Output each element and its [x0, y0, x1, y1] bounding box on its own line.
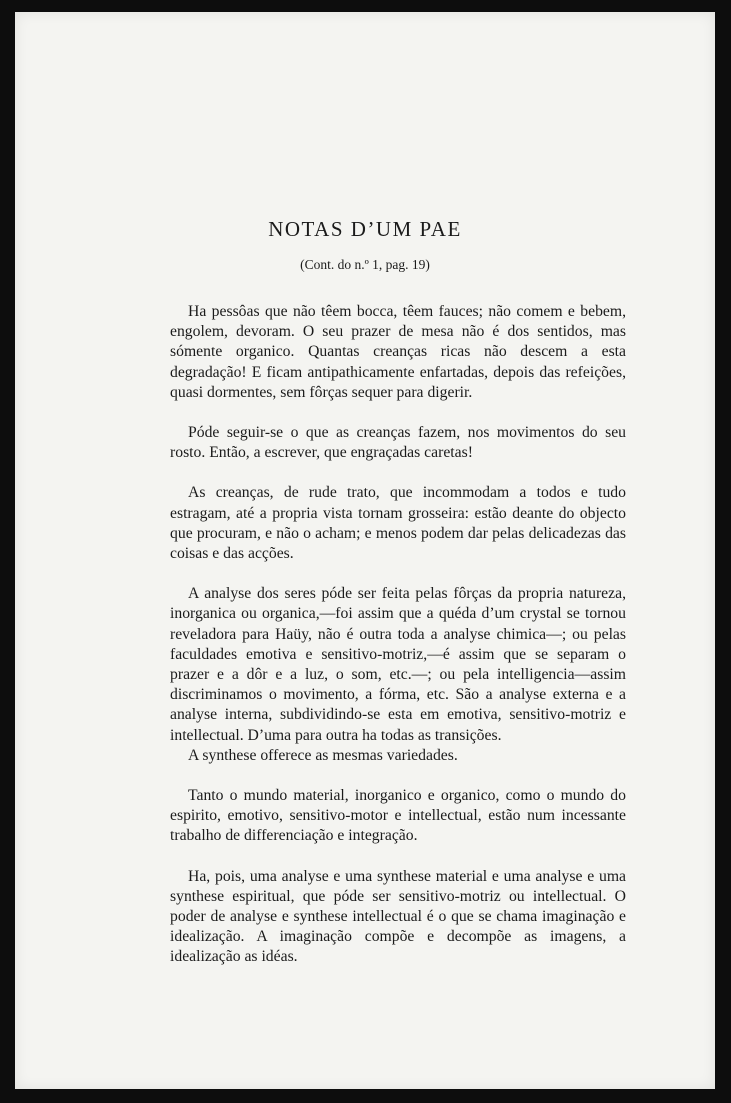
paragraph-6: Tanto o mundo material, inorganico e organico, como o mundo do espirito, emotivo, sensitivo-motor e intellectual, estão num incessante trabalho de differenciação e integração.: [170, 787, 626, 845]
paragraph-4: A analyse dos seres póde ser feita pelas fôrças da propria natureza, inorganica ou organica,—foi assim que a quéda d’um crystal se tornou reveladora para Haüy, não é outra toda a analyse chimica—; ou pelas faculdades emotiva e sensitivo-motriz,—é assim que se separam o prazer e a dôr e a luz, o som, etc.—; ou pela intelligencia—assim discriminamos o movimento, a fórma, etc. São a analyse externa e a analyse interna, subdividindo-se esta em emotiva, sensitivo-motriz e intellectual. D’uma para outra ha todas as transições.: [170, 585, 626, 744]
paragraph-7: Ha, pois, uma analyse e uma synthese material e uma analyse e uma synthese espiritual, que póde ser sensitivo-motriz ou intellectual. O poder de analyse e synthese intellectual é o que se chama imaginação e idealização. A imaginação compõe e decompõe as imagens, a idealização as idéas.: [170, 867, 626, 966]
paragraph-1: Ha pessôas que não têem bocca, têem fauces; não comem e bebem, engolem, devoram. O seu prazer de mesa não é dos sentidos, mas sómente organico. Quantas creanças ricas não descem a esta degradação! E ficam antipathicamente enfartadas, depois das refeições, quasi dormentes, sem fôrças sequer para digerir.: [170, 303, 626, 401]
paragraph-2: Póde seguir-se o que as creanças fazem, nos movimentos do seu rosto. Então, a escrever, que engraçadas caretas!: [170, 424, 626, 462]
article-subtitle: (Cont. do n.º 1, pag. 19): [300, 257, 430, 272]
article-body: [170, 302, 626, 988]
document-page: [15, 12, 715, 1089]
paragraph-3: As creanças, de rude trato, que incommodam a todos e tudo estragam, até a propria vista tornam grosseira: estão deante do objecto que procuram, e não o acham; e menos podem dar pelas delicadezas das coisas e das acções.: [170, 484, 626, 563]
article-title: NOTAS D’UM PAE: [268, 217, 462, 241]
paragraph-5: A synthese offerece as mesmas variedades.: [188, 746, 458, 764]
